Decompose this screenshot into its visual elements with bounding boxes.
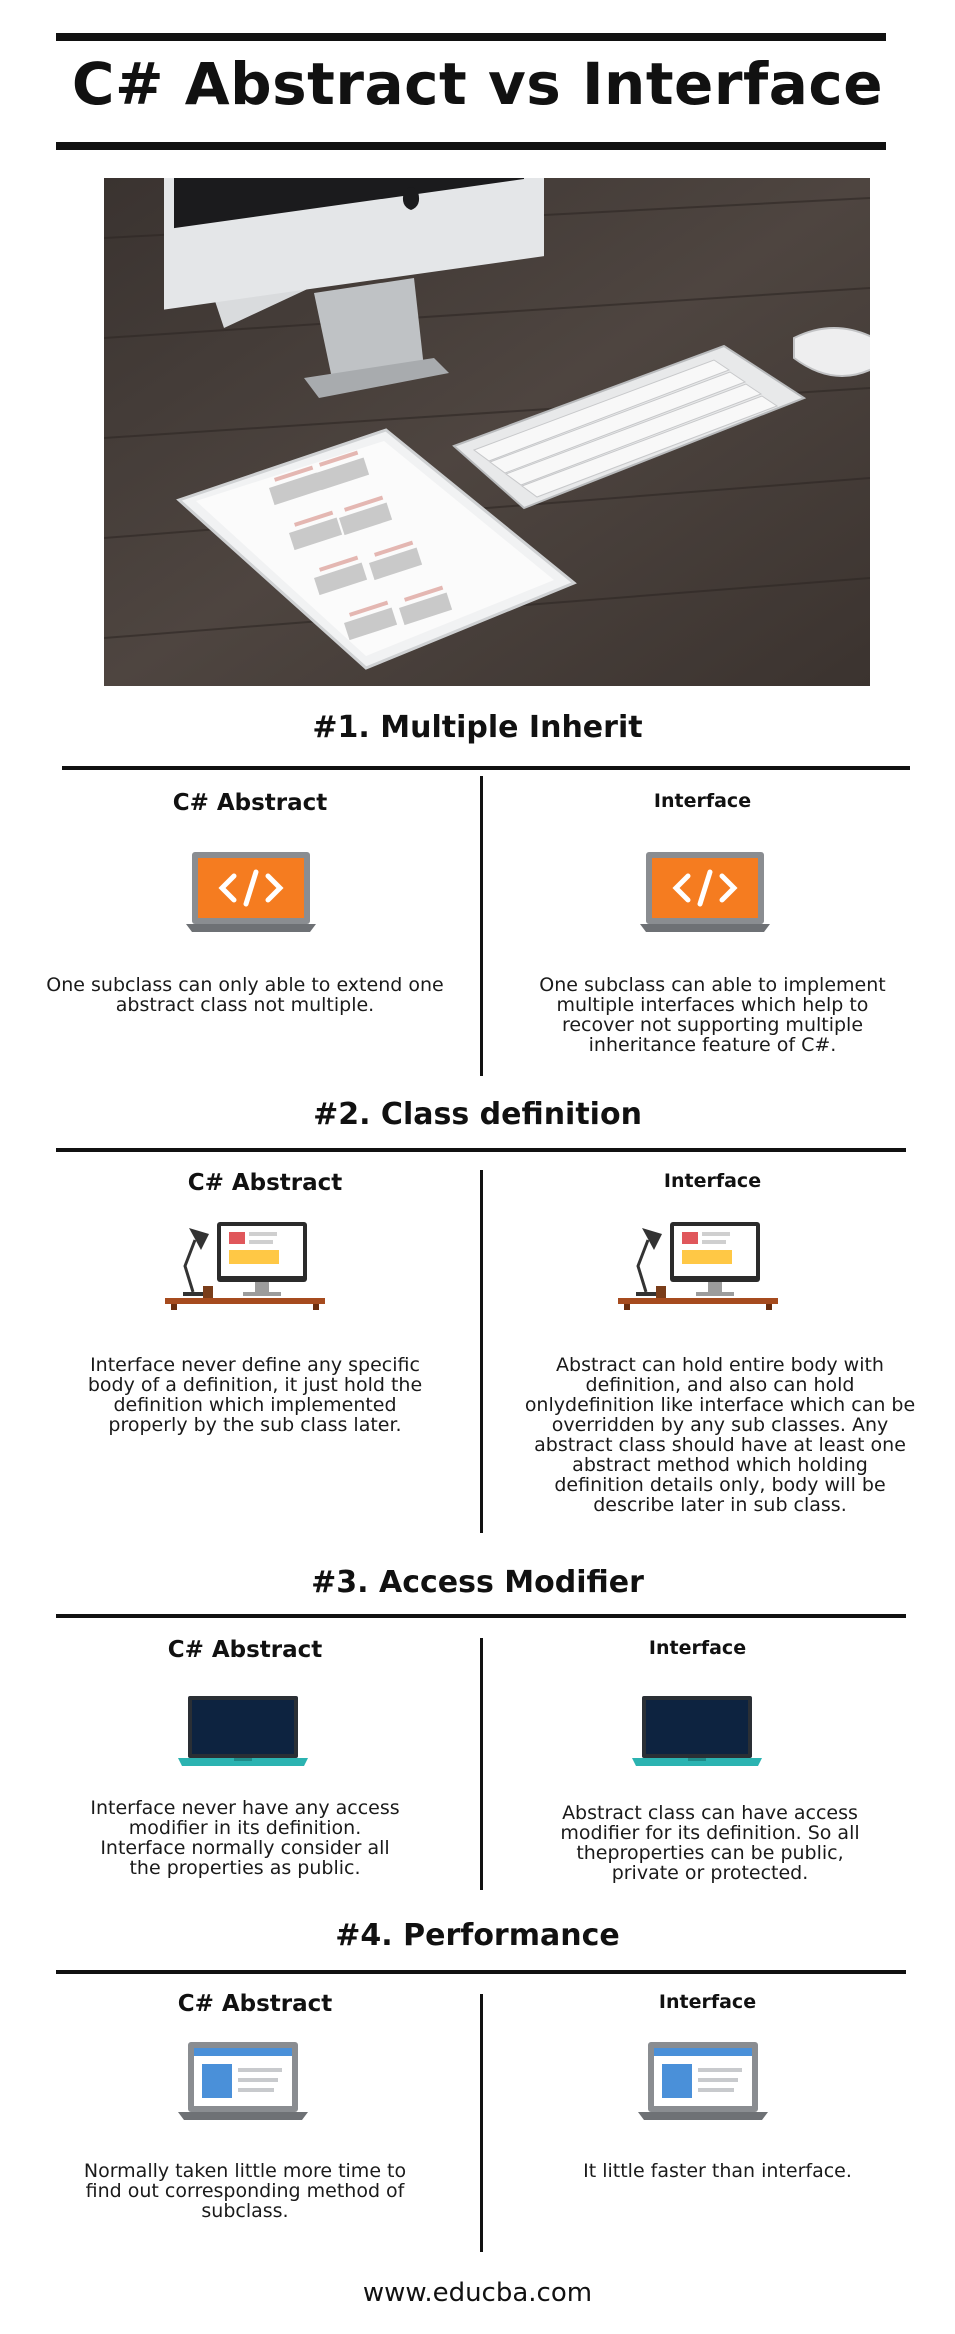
browser-laptop-icon	[638, 2040, 768, 2124]
section-4-right-heading: Interface	[658, 1991, 757, 2013]
section-2-right-heading: Interface	[663, 1170, 762, 1192]
section-1-title: #1. Multiple Inherit	[312, 710, 643, 745]
section-2-divider	[480, 1170, 483, 1533]
section-2-left-description: Interface never define any specific body of a definition, it just hold the definition which implemented properly by the sub class later.	[87, 1354, 423, 1436]
title-top-rule	[56, 33, 886, 41]
laptop-icon	[178, 1694, 308, 1770]
section-2-right-description: Abstract can hold entire body with definition, and also can hold onlydefinition like interface which can be overridden by any sub classes. Any abstract class should have at least one abstract method which holding definition details only, body will be describe later in sub class.	[524, 1354, 916, 1516]
section-2-left-heading: C# Abstract	[187, 1170, 343, 1196]
section-3-rule	[56, 1614, 906, 1618]
section-3-title: #3. Access Modifier	[311, 1565, 644, 1600]
browser-laptop-icon	[178, 2040, 308, 2124]
section-1-divider	[480, 776, 483, 1076]
section-4-divider	[480, 1994, 483, 2252]
section-1-left-heading: C# Abstract	[172, 790, 328, 816]
section-4-right-description: It little faster than interface.	[583, 2160, 852, 2182]
desk-monitor-lamp-icon	[165, 1220, 325, 1310]
footer-website-link[interactable]: www.educba.com	[362, 2278, 593, 2308]
title-bottom-rule	[56, 142, 886, 150]
section-1-rule	[62, 766, 910, 770]
section-2-title: #2. Class definition	[313, 1097, 642, 1132]
section-4-rule	[56, 1970, 906, 1974]
section-4-left-heading: C# Abstract	[177, 1991, 333, 2017]
section-3-left-heading: C# Abstract	[167, 1637, 323, 1663]
section-3-right-heading: Interface	[648, 1637, 747, 1659]
desk-photo	[104, 178, 870, 686]
section-1-right-heading: Interface	[653, 790, 752, 812]
section-1-right-description: One subclass can able to implement multiple interfaces which help to recover not supporting multiple inheritance feature of C#.	[539, 974, 886, 1056]
section-3-left-description: Interface never have any access modifier in its definition. Interface normally consider all the properties as public.	[90, 1797, 400, 1879]
code-laptop-icon	[640, 850, 770, 936]
section-4-left-description: Normally taken little more time to find out corresponding method of subclass.	[83, 2160, 407, 2222]
section-3-right-description: Abstract class can have access modifier for its definition. So all theproperties can be public, private or protected.	[560, 1802, 860, 1884]
code-laptop-icon	[186, 850, 316, 936]
laptop-icon	[632, 1694, 762, 1770]
section-1-left-description: One subclass can only able to extend one abstract class not multiple.	[46, 974, 444, 1016]
section-4-title: #4. Performance	[335, 1918, 620, 1953]
desk-monitor-lamp-icon	[618, 1220, 778, 1310]
section-2-rule	[56, 1148, 906, 1152]
page-title: C# Abstract vs Interface	[71, 50, 884, 118]
